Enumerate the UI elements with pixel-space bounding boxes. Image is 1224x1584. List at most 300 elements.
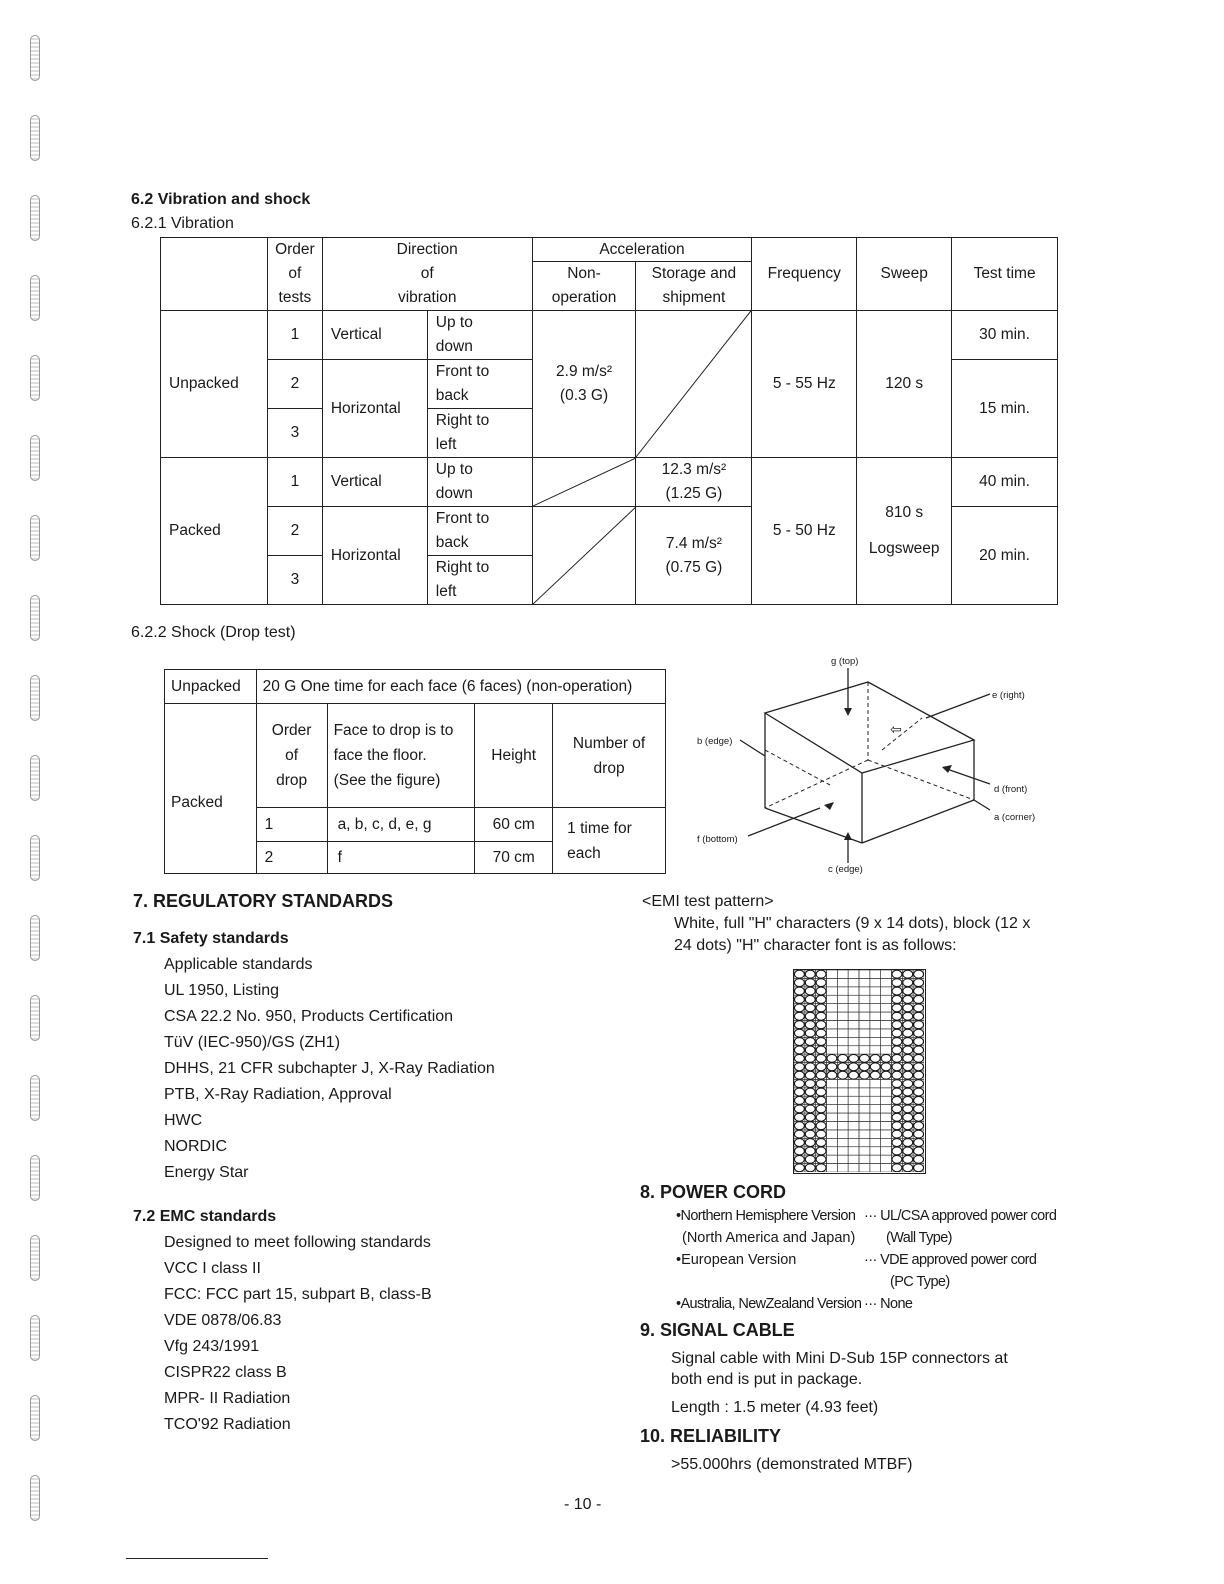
h-dot [795, 1130, 805, 1138]
pointer-e [926, 694, 990, 718]
header-order-line: of [288, 265, 302, 282]
h-grid-cell [848, 1029, 859, 1037]
drop-number-head-line: Number of [572, 734, 646, 752]
h-dot [805, 1021, 815, 1029]
packed-sweep-type: Logsweep [868, 540, 940, 557]
header-storage [636, 262, 752, 311]
drop-height-head: Height [475, 704, 553, 808]
h-dot [816, 1054, 826, 1062]
direction-cell [427, 311, 532, 360]
h-dot [795, 1164, 805, 1172]
direction-line: left [435, 436, 457, 453]
drop-face-head-line: Face to drop is to [333, 722, 454, 739]
h-grid-cell [881, 995, 892, 1003]
h-dot [816, 1147, 826, 1155]
safety-item: TüV (IEC-950)/GS (ZH1) [164, 1034, 341, 1051]
arrowhead [844, 708, 852, 716]
direction-line: Up to [435, 461, 473, 478]
binder-mark [30, 1395, 40, 1441]
signal-cable-length: Length : 1.5 meter (4.93 feet) [671, 1399, 879, 1416]
h-dot [903, 1147, 913, 1155]
box-hidden-edge [868, 760, 974, 800]
h-grid-cell [837, 970, 848, 978]
h-dot [914, 1155, 924, 1163]
h-grid-cell [837, 1155, 848, 1163]
direction-line: Front to [435, 510, 490, 527]
section-6-2-title: 6.2 Vibration and shock [131, 191, 311, 208]
h-grid-cell [827, 1147, 838, 1155]
h-grid-cell [848, 1164, 859, 1172]
h-grid-cell [859, 1147, 870, 1155]
h-dot [860, 1063, 870, 1071]
h-dot [795, 1147, 805, 1155]
h-grid-cell [827, 978, 838, 986]
h-dot [892, 1038, 902, 1046]
h-grid-cell [837, 1130, 848, 1138]
horizontal-cell: Horizontal [322, 360, 427, 458]
h-grid-cell [881, 1037, 892, 1045]
packed-sweep [857, 458, 952, 605]
h-grid-cell [848, 1096, 859, 1104]
pointer-d [944, 768, 990, 784]
h-grid-cell [848, 1113, 859, 1121]
h-dot [795, 1012, 805, 1020]
fig-label-a: a (corner) [994, 812, 1036, 823]
binder-mark [30, 515, 40, 561]
power-cord-row [676, 1272, 1076, 1294]
h-grid-cell [881, 987, 892, 995]
header-order-line: tests [278, 289, 312, 306]
h-grid-cell [870, 1037, 881, 1045]
h-dot [903, 1054, 913, 1062]
drop-number-value [553, 808, 666, 874]
h-dot [805, 1097, 815, 1105]
h-grid-cell [827, 1037, 838, 1045]
safety-item: DHHS, 21 CFR subchapter J, X-Ray Radiation [164, 1060, 495, 1077]
header-acceleration: Acceleration [532, 238, 752, 262]
direction-line: Right to [435, 412, 490, 429]
h-dot [805, 1164, 815, 1172]
h-dot [805, 1139, 815, 1147]
binder-mark [30, 35, 40, 81]
h-grid-cell [859, 1021, 870, 1029]
h-dot [914, 979, 924, 987]
h-dot [805, 1063, 815, 1071]
power-cord-row [676, 1294, 1076, 1316]
h-dot [914, 987, 924, 995]
reliability-text: >55.000hrs (demonstrated MTBF) [671, 1456, 913, 1473]
arrowhead [942, 765, 952, 773]
h-dot [870, 1054, 880, 1062]
h-dot [816, 987, 826, 995]
h-grid-cell [827, 1138, 838, 1146]
power-cord-left: •European Version [676, 1252, 797, 1268]
direction-line: Right to [435, 559, 490, 576]
h-grid-cell [859, 1029, 870, 1037]
h-dot [914, 1113, 924, 1121]
h-dot [914, 1054, 924, 1062]
h-grid-cell [837, 987, 848, 995]
h-dot [805, 1105, 815, 1113]
non-op-g-value: (0.3 G) [559, 387, 609, 404]
header-order-line: Order [275, 241, 315, 258]
h-grid-cell [870, 987, 881, 995]
h-dot [914, 1147, 924, 1155]
vertical-cell: Vertical [322, 458, 427, 507]
horizontal-cell: Horizontal [322, 507, 427, 605]
h-grid-cell [881, 1046, 892, 1054]
h-grid-cell [859, 1079, 870, 1087]
h-dot [805, 1147, 815, 1155]
box-edge [862, 800, 974, 843]
h-grid-cell [848, 1046, 859, 1054]
h-dot [903, 1164, 913, 1172]
emc-item: FCC: FCC part 15, subpart B, class-B [164, 1286, 432, 1303]
h-dot [805, 1088, 815, 1096]
h-grid-cell [870, 1029, 881, 1037]
h-grid-cell [881, 1113, 892, 1121]
direction-line: Front to [435, 363, 490, 380]
binder-mark [30, 1075, 40, 1121]
binder-mark [30, 675, 40, 721]
pointer-b [740, 740, 765, 756]
h-dot [903, 1029, 913, 1037]
non-op-na-cell [532, 458, 636, 507]
h-grid-cell [881, 1012, 892, 1020]
storage-value: 7.4 m/s² [665, 534, 722, 552]
h-dot [805, 987, 815, 995]
h-grid-cell [848, 995, 859, 1003]
h-grid-cell [881, 1147, 892, 1155]
drop-order-head-line: of [285, 747, 299, 764]
h-dot [805, 979, 815, 987]
h-dot [838, 1071, 848, 1079]
h-dot [892, 1122, 902, 1130]
h-dot [903, 1021, 913, 1029]
pointer-f [748, 808, 820, 836]
unpacked-time-2: 15 min. [952, 360, 1058, 458]
h-grid-cell [837, 1122, 848, 1130]
header-blank-cell [161, 238, 268, 311]
h-grid-cell [848, 1138, 859, 1146]
section-7-1-title: 7.1 Safety standards [133, 930, 289, 947]
h-dot [795, 1004, 805, 1012]
h-dot [827, 1054, 837, 1062]
binder-mark [30, 435, 40, 481]
section-9-title: 9. SIGNAL CABLE [640, 1320, 795, 1340]
h-dot [903, 1038, 913, 1046]
h-dot [795, 1139, 805, 1147]
h-grid-cell [870, 970, 881, 978]
emi-desc-2: 24 dots) "H" character font is as follows: [674, 937, 957, 954]
h-grid-cell [870, 1012, 881, 1020]
h-grid-cell [859, 970, 870, 978]
h-grid-cell [848, 1155, 859, 1163]
h-grid-cell [837, 1096, 848, 1104]
power-cord-list [676, 1206, 1076, 1316]
h-dot [914, 1029, 924, 1037]
header-direction-line: Direction [396, 241, 458, 258]
power-cord-left: (North America and Japan) [682, 1230, 856, 1246]
fig-label-f: f (bottom) [697, 834, 738, 845]
emc-item: VDE 0878/06.83 [164, 1312, 282, 1329]
arrowhead [844, 832, 852, 840]
h-grid-cell [870, 1096, 881, 1104]
box-hidden-edge [882, 718, 922, 750]
h-dot [903, 1088, 913, 1096]
h-grid-cell [848, 1147, 859, 1155]
h-dot [816, 1122, 826, 1130]
drop-face-head-line: face the floor. [333, 747, 427, 764]
h-dot [816, 979, 826, 987]
h-grid-cell [859, 1088, 870, 1096]
drop-order-head-line: drop [276, 772, 308, 789]
drop-order-head-line: Order [271, 722, 312, 739]
h-grid-cell [859, 978, 870, 986]
h-dot [795, 1122, 805, 1130]
h-grid-cell [827, 995, 838, 1003]
header-non-operation [532, 262, 636, 311]
direction-cell [427, 360, 532, 409]
h-grid-cell [848, 970, 859, 978]
h-dot [870, 1063, 880, 1071]
emc-item: TCO'92 Radiation [164, 1416, 291, 1433]
h-grid-cell [837, 978, 848, 986]
h-dot [914, 996, 924, 1004]
h-grid-cell [827, 1088, 838, 1096]
h-dot [892, 1130, 902, 1138]
h-grid-cell [881, 970, 892, 978]
power-cord-row [676, 1228, 1076, 1250]
order-cell: 2 [267, 360, 322, 409]
h-grid-cell [859, 1164, 870, 1172]
h-grid-cell [827, 970, 838, 978]
drop-test-table [164, 669, 666, 874]
h-grid-cell [837, 1147, 848, 1155]
h-grid-cell [881, 1164, 892, 1172]
box-hidden-edge [765, 750, 830, 785]
h-grid-cell [837, 1164, 848, 1172]
header-storage-line: Storage and [651, 265, 737, 282]
h-grid-cell [870, 1130, 881, 1138]
binder-mark [30, 1475, 40, 1521]
h-dot [805, 1038, 815, 1046]
h-dot [914, 1130, 924, 1138]
h-dot [903, 1139, 913, 1147]
h-dot [827, 1071, 837, 1079]
h-grid-svg [794, 970, 924, 1172]
h-dot [795, 1071, 805, 1079]
binder-mark [30, 1155, 40, 1201]
h-grid-cell [881, 1155, 892, 1163]
h-dot [816, 1080, 826, 1088]
h-grid-cell [827, 1046, 838, 1054]
h-dot [816, 1063, 826, 1071]
h-dot [903, 996, 913, 1004]
header-sweep: Sweep [857, 238, 952, 311]
drop-faces: f [327, 842, 475, 874]
h-dot [816, 1029, 826, 1037]
h-grid-cell [848, 1088, 859, 1096]
direction-line: left [435, 583, 457, 600]
h-grid-cell [848, 987, 859, 995]
h-dot [795, 1063, 805, 1071]
h-dot [805, 1071, 815, 1079]
drop-unpacked-desc: 20 G One time for each face (6 faces) (non-operation) [256, 670, 665, 704]
emc-item: Vfg 243/1991 [164, 1338, 260, 1355]
h-dot [892, 1063, 902, 1071]
drop-number-head [553, 704, 666, 808]
binder-mark [30, 915, 40, 961]
h-grid-cell [837, 995, 848, 1003]
h-dot [805, 996, 815, 1004]
signal-cable-line-1: Signal cable with Mini D-Sub 15P connectors at [671, 1350, 1008, 1367]
h-dot [892, 996, 902, 1004]
h-grid-cell [859, 1004, 870, 1012]
h-dot [914, 1004, 924, 1012]
drop-number-line: 1 time for [567, 819, 632, 837]
h-dot [914, 1122, 924, 1130]
h-dot [903, 1080, 913, 1088]
packed-time-2: 20 min. [952, 507, 1058, 605]
h-dot [892, 1088, 902, 1096]
h-grid-cell [859, 1012, 870, 1020]
box-hidden-edge [765, 760, 868, 808]
emi-title: <EMI test pattern> [642, 893, 774, 910]
non-op-na-cell [532, 507, 636, 605]
h-dot [816, 1046, 826, 1054]
storage-g-value: (1.25 G) [665, 485, 723, 502]
drop-unpacked-label: Unpacked [165, 670, 257, 704]
unpacked-frequency: 5 - 55 Hz [752, 311, 857, 458]
packed-sweep-value: 810 s [885, 504, 924, 521]
h-grid-cell [848, 1012, 859, 1020]
h-grid-cell [881, 1096, 892, 1104]
order-cell: 3 [267, 556, 322, 605]
binder-mark [30, 195, 40, 241]
diagonal-line [636, 311, 751, 457]
drop-order: 1 [256, 808, 327, 842]
h-grid-cell [848, 1105, 859, 1113]
h-grid-cell [859, 1113, 870, 1121]
h-grid-cell [870, 1021, 881, 1029]
h-dot [795, 979, 805, 987]
h-grid-cell [870, 1004, 881, 1012]
binder-mark [30, 355, 40, 401]
h-dot [892, 970, 902, 978]
h-dot [903, 1046, 913, 1054]
binder-mark [30, 1235, 40, 1281]
h-dot [892, 1071, 902, 1079]
h-dot [795, 1097, 805, 1105]
h-dot [795, 1080, 805, 1088]
h-grid-cell [837, 1012, 848, 1020]
h-dot [816, 1164, 826, 1172]
h-grid-cell [859, 1122, 870, 1130]
h-grid-cell [870, 1113, 881, 1121]
h-dot [795, 970, 805, 978]
h-dot [849, 1054, 859, 1062]
h-grid-cell [837, 1046, 848, 1054]
h-grid-cell [848, 1004, 859, 1012]
h-dot [816, 996, 826, 1004]
h-dot [903, 1113, 913, 1121]
packed-time-1: 40 min. [952, 458, 1058, 507]
signal-cable-line-2: both end is put in package. [671, 1371, 863, 1388]
h-grid-cell [837, 1037, 848, 1045]
h-dot [914, 1080, 924, 1088]
h-dot [903, 1097, 913, 1105]
h-grid-cell [827, 1012, 838, 1020]
h-dot [805, 1004, 815, 1012]
direction-cell [427, 556, 532, 605]
h-dot [914, 1164, 924, 1172]
h-grid-cell [859, 1096, 870, 1104]
h-dot [903, 1130, 913, 1138]
h-dot [892, 1113, 902, 1121]
h-dot [914, 1046, 924, 1054]
h-grid-cell [827, 1164, 838, 1172]
h-dot [805, 1130, 815, 1138]
h-dot [892, 1097, 902, 1105]
drop-order-head [256, 704, 327, 808]
h-grid-cell [827, 1113, 838, 1121]
h-dot [903, 1071, 913, 1079]
h-dot [881, 1054, 891, 1062]
binder-mark [30, 595, 40, 641]
safety-list [164, 952, 495, 1186]
h-grid-cell [827, 1105, 838, 1113]
arrowhead [824, 802, 834, 810]
direction-cell [427, 409, 532, 458]
binder-mark [30, 995, 40, 1041]
power-cord-right: (Wall Type) [886, 1230, 952, 1246]
safety-item: HWC [164, 1112, 203, 1129]
h-grid-cell [870, 1155, 881, 1163]
h-grid-cell [870, 1122, 881, 1130]
storage-acceleration-1 [636, 458, 752, 507]
h-grid-cell [859, 987, 870, 995]
h-dot [903, 970, 913, 978]
safety-item: Applicable standards [164, 956, 313, 973]
h-dot [892, 1029, 902, 1037]
h-dot [805, 1080, 815, 1088]
h-dot [816, 1038, 826, 1046]
h-grid-cell [837, 1079, 848, 1087]
power-cord-right: ··· None [864, 1296, 913, 1312]
h-grid-cell [837, 1088, 848, 1096]
h-dot [914, 1038, 924, 1046]
h-grid-cell [827, 1155, 838, 1163]
h-grid-cell [827, 1130, 838, 1138]
h-dot [816, 1088, 826, 1096]
h-grid-cell [870, 1138, 881, 1146]
h-dot [903, 1012, 913, 1020]
header-frequency: Frequency [752, 238, 857, 311]
direction-line: down [435, 485, 473, 502]
storage-g-value: (0.75 G) [665, 558, 723, 576]
unpacked-label: Unpacked [161, 311, 268, 458]
order-cell: 1 [267, 458, 322, 507]
h-dot [892, 987, 902, 995]
h-grid-cell [827, 1096, 838, 1104]
h-dot [914, 1105, 924, 1113]
h-dot [914, 1012, 924, 1020]
drop-face-head-line: (See the figure) [333, 772, 441, 789]
h-dot [805, 1122, 815, 1130]
h-dot [838, 1054, 848, 1062]
h-grid-cell [870, 1046, 881, 1054]
